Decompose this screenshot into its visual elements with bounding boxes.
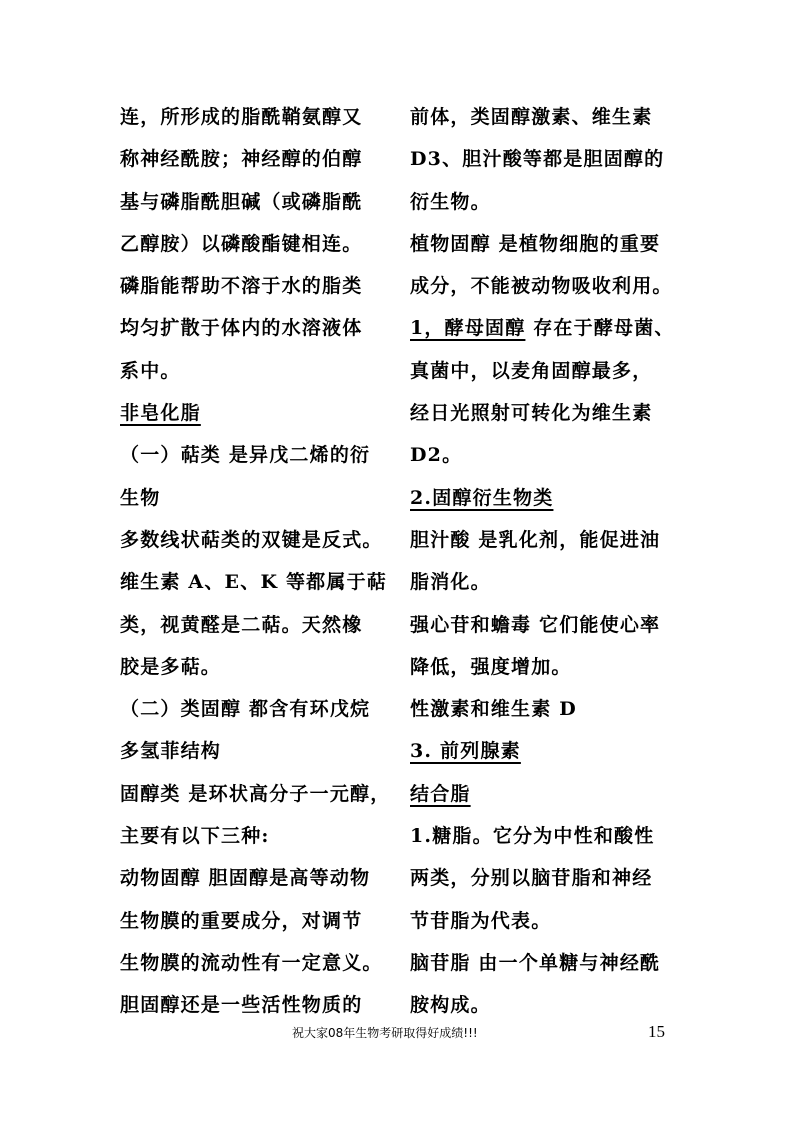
line-text: 强心苷和蟾毒 它们能使心率 [410,613,661,636]
line-text: 前体，类固醇激素、维生素 [410,106,653,128]
line-text: 真菌中，以麦角固醇最多， [410,359,653,382]
text-line [410,561,696,603]
text-line [120,773,406,815]
text-line [120,350,406,392]
text-line [120,942,406,984]
text-line [410,604,696,646]
text-line [410,307,696,349]
line-text: 节苷脂为代表。 [410,909,552,932]
text-line [120,815,406,857]
line-text: 脑苷脂 由一个单糖与神经酰 [410,951,661,974]
underlined-heading: 3. 前列腺素 [410,740,521,763]
line-text: （一）萜类 是异戊二烯的衍 [120,444,371,467]
footer-text: 祝大家08年生物考研取得好成绩!!! [292,1026,478,1040]
text-line [410,688,696,730]
text-line [120,519,406,561]
right-text-column [410,96,696,1027]
line-text: （二）类固醇 都含有环戊烷 [120,698,371,721]
line-text: 胶是多萜。 [120,655,222,678]
text-line [410,477,696,519]
text-line [410,96,696,138]
text-line [120,604,406,646]
line-text: 基与磷脂酰胆碱（或磷脂酰 [120,190,363,213]
text-line [120,857,406,899]
text-line [410,434,696,476]
text-line [120,730,406,772]
text-line [410,900,696,942]
line-text: 磷脂能帮助不溶于水的脂类 [120,275,363,298]
text-line [410,942,696,984]
line-text: 类，视黄醛是二萜。天然橡 [120,613,363,636]
text-line [410,773,696,815]
text-line [120,984,406,1026]
line-text: 胆固醇还是一些活性物质的 [120,994,363,1017]
line-text: 系中。 [120,359,181,382]
line-text: 两类，分别以脑苷脂和神经 [410,867,653,890]
line-text: D3、胆汁酸等都是胆固醇的 [410,148,665,171]
line-text: 多氢菲结构 [120,740,222,763]
text-line [410,984,696,1026]
text-line [120,392,406,434]
text-line [120,138,406,180]
line-text: 生物 [120,486,161,509]
line-text: 主要有以下三种: [120,825,270,848]
line-text: 衍生物。 [410,190,491,213]
text-line [410,857,696,899]
line-text: D2。 [410,444,463,467]
line-text: 乙醇胺）以磷酸酯键相连。 [120,232,363,255]
page-number: 15 [648,1022,665,1041]
text-line [410,519,696,561]
line-text: 连，所形成的脂酰鞘氨醇又 [120,106,363,128]
text-line [410,392,696,434]
line-text: 多数线状萜类的双键是反式。 [120,528,383,551]
line-text: 脂消化。 [410,571,491,594]
text-line [120,561,406,603]
line-text: 经日光照射可转化为维生素 [410,402,653,425]
text-line [120,307,406,349]
line-text: 称神经酰胺；神经醇的伯醇 [120,148,363,171]
line-text: 固醇类 是环状高分子一元醇， [120,782,391,805]
text-line [120,477,406,519]
text-line [410,181,696,223]
line-text: 维生素 A、E、K 等都属于萜 [120,571,387,594]
left-text-column [120,96,406,1027]
line-text: 均匀扩散于体内的水溶液体 [120,317,363,340]
text-line [410,730,696,772]
text-line [120,96,406,138]
text-line [120,900,406,942]
text-line [410,815,696,857]
text-line [120,688,406,730]
text-line [120,181,406,223]
line-text: 性激素和维生素 D [410,698,577,721]
line-text: 动物固醇 胆固醇是高等动物 [120,867,371,890]
text-line [120,434,406,476]
page-footer [0,1022,794,1046]
underlined-heading: 2.固醇衍生物类 [410,486,554,509]
line-text: 胺构成。 [410,994,491,1017]
underlined-heading: 非皂化脂 [120,402,201,425]
text-line [410,265,696,307]
text-line [120,223,406,265]
text-line [120,646,406,688]
text-line [410,138,696,180]
line-text: 胆汁酸 是乳化剂，能促进油 [410,528,661,551]
text-line [120,265,406,307]
line-text: 1.糖脂。它分为中性和酸性 [410,825,655,848]
line-rest: 存在于酵母菌、 [525,317,675,340]
line-text: 生物膜的重要成分，对调节 [120,909,363,932]
line-text: 成分，不能被动物吸收利用。 [410,275,673,298]
underlined-heading: 1，酵母固醇 [410,317,526,340]
underlined-heading: 结合脂 [410,782,471,805]
text-line [410,646,696,688]
line-text: 降低，强度增加。 [410,655,572,678]
text-line [410,223,696,265]
line-text: 植物固醇 是植物细胞的重要 [410,232,661,255]
text-line [410,350,696,392]
line-text: 生物膜的流动性有一定意义。 [120,951,383,974]
